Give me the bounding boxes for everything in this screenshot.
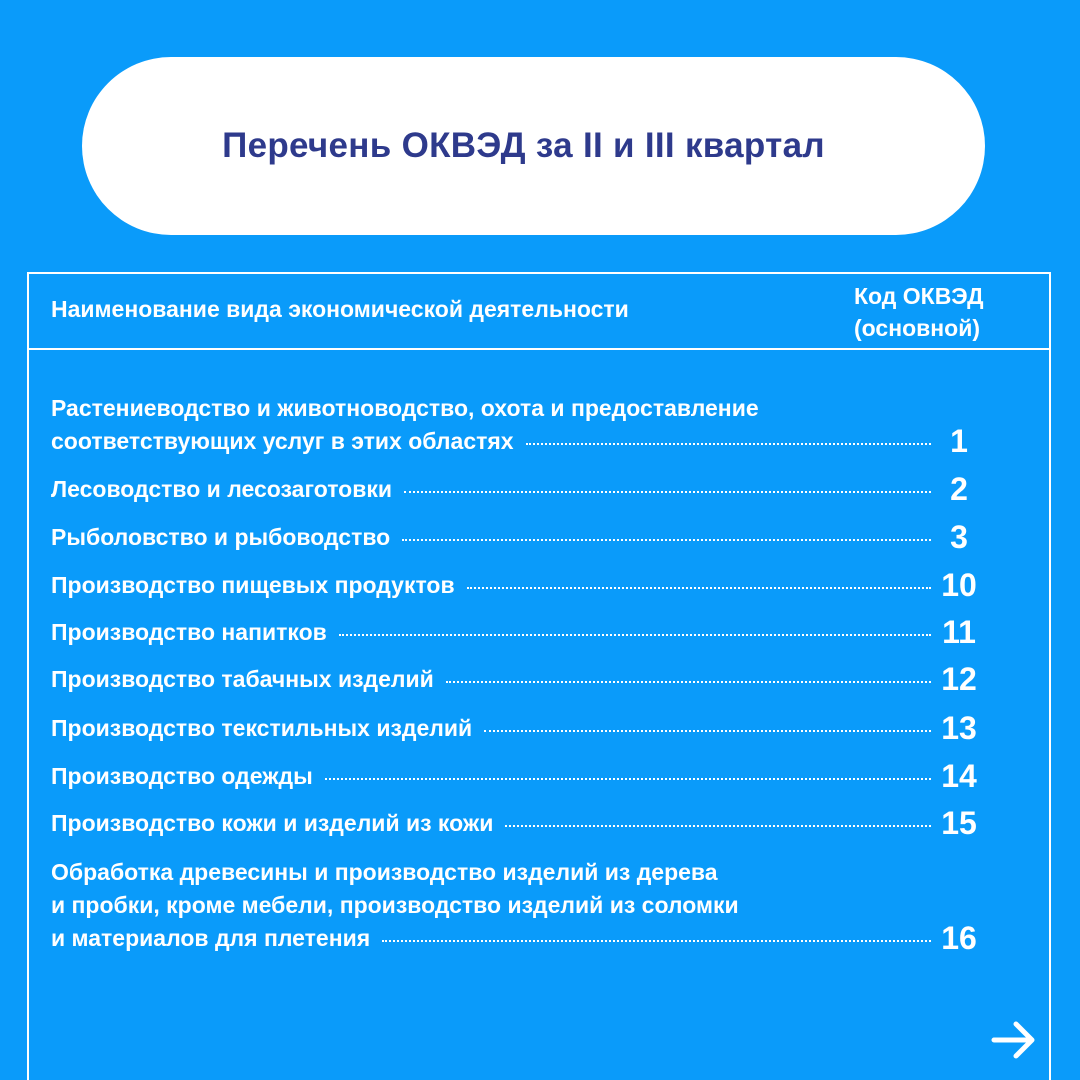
row-activity-name <box>51 392 931 458</box>
row-activity-name <box>51 663 931 696</box>
row-activity-name <box>51 760 931 793</box>
row-okved-code: 13 <box>941 710 977 746</box>
row-activity-name <box>51 616 931 649</box>
okved-table <box>27 272 1051 1080</box>
table-header <box>29 274 1049 350</box>
row-activity-name-line: Обработка древесины и производство изделий из дерева <box>51 859 718 885</box>
table-row <box>51 710 977 746</box>
row-activity-name-line: Производство пищевых продуктов <box>51 572 455 598</box>
dotted-leader <box>505 825 931 827</box>
row-activity-name-line: Растениеводство и животноводство, охота и предоставление <box>51 395 759 421</box>
row-activity-name <box>51 712 931 745</box>
row-okved-code: 3 <box>950 519 968 555</box>
row-okved-code: 14 <box>941 758 977 794</box>
dotted-leader <box>382 940 931 942</box>
row-activity-name <box>51 473 931 506</box>
table-row <box>51 856 977 956</box>
row-okved-code: 11 <box>942 614 976 650</box>
dotted-leader <box>446 681 931 683</box>
dotted-leader <box>339 634 931 636</box>
row-activity-name-line: Производство текстильных изделий <box>51 715 473 741</box>
column-header-code <box>854 280 984 344</box>
row-activity-name-line: соответствующих услуг в этих областях <box>51 428 514 454</box>
title-banner <box>82 57 985 235</box>
column-header-code-line2: (основной) <box>854 315 981 341</box>
row-activity-name-line: Рыболовство и рыбоводство <box>51 524 391 550</box>
dotted-leader <box>402 539 931 541</box>
dotted-leader <box>526 443 931 445</box>
row-okved-code: 15 <box>941 805 977 841</box>
table-row <box>51 392 968 459</box>
row-okved-code: 1 <box>950 423 968 459</box>
row-activity-name <box>51 807 931 840</box>
column-header-code-line1: Код ОКВЭД <box>854 283 984 309</box>
table-row <box>51 661 977 697</box>
row-activity-name-line: и пробки, кроме мебели, производство изделий из соломки <box>51 892 739 918</box>
dotted-leader <box>484 730 931 732</box>
table-row <box>51 805 977 841</box>
row-activity-name-line: Производство напитков <box>51 619 327 645</box>
next-arrow-icon[interactable] <box>990 1018 1040 1062</box>
row-activity-name <box>51 521 931 554</box>
row-activity-name-line: и материалов для плетения <box>51 925 371 951</box>
row-okved-code: 2 <box>950 471 968 507</box>
table-row <box>51 567 977 603</box>
dotted-leader <box>404 491 931 493</box>
table-row <box>51 758 977 794</box>
table-row <box>51 614 976 650</box>
row-activity-name-line: Производство табачных изделий <box>51 666 434 692</box>
column-header-name: Наименование вида экономической деятельности <box>51 296 629 322</box>
dotted-leader <box>467 587 931 589</box>
table-row <box>51 471 968 507</box>
dotted-leader <box>325 778 931 780</box>
row-activity-name-line: Производство одежды <box>51 763 313 789</box>
row-activity-name <box>51 856 931 955</box>
row-okved-code: 16 <box>941 920 977 956</box>
row-activity-name-line: Лесоводство и лесозаготовки <box>51 476 393 502</box>
table-row <box>51 519 968 555</box>
row-okved-code: 10 <box>941 567 977 603</box>
row-activity-name <box>51 569 931 602</box>
row-okved-code: 12 <box>941 661 977 697</box>
row-activity-name-line: Производство кожи и изделий из кожи <box>51 810 494 836</box>
page-title: Перечень ОКВЭД за II и III квартал <box>222 126 825 165</box>
